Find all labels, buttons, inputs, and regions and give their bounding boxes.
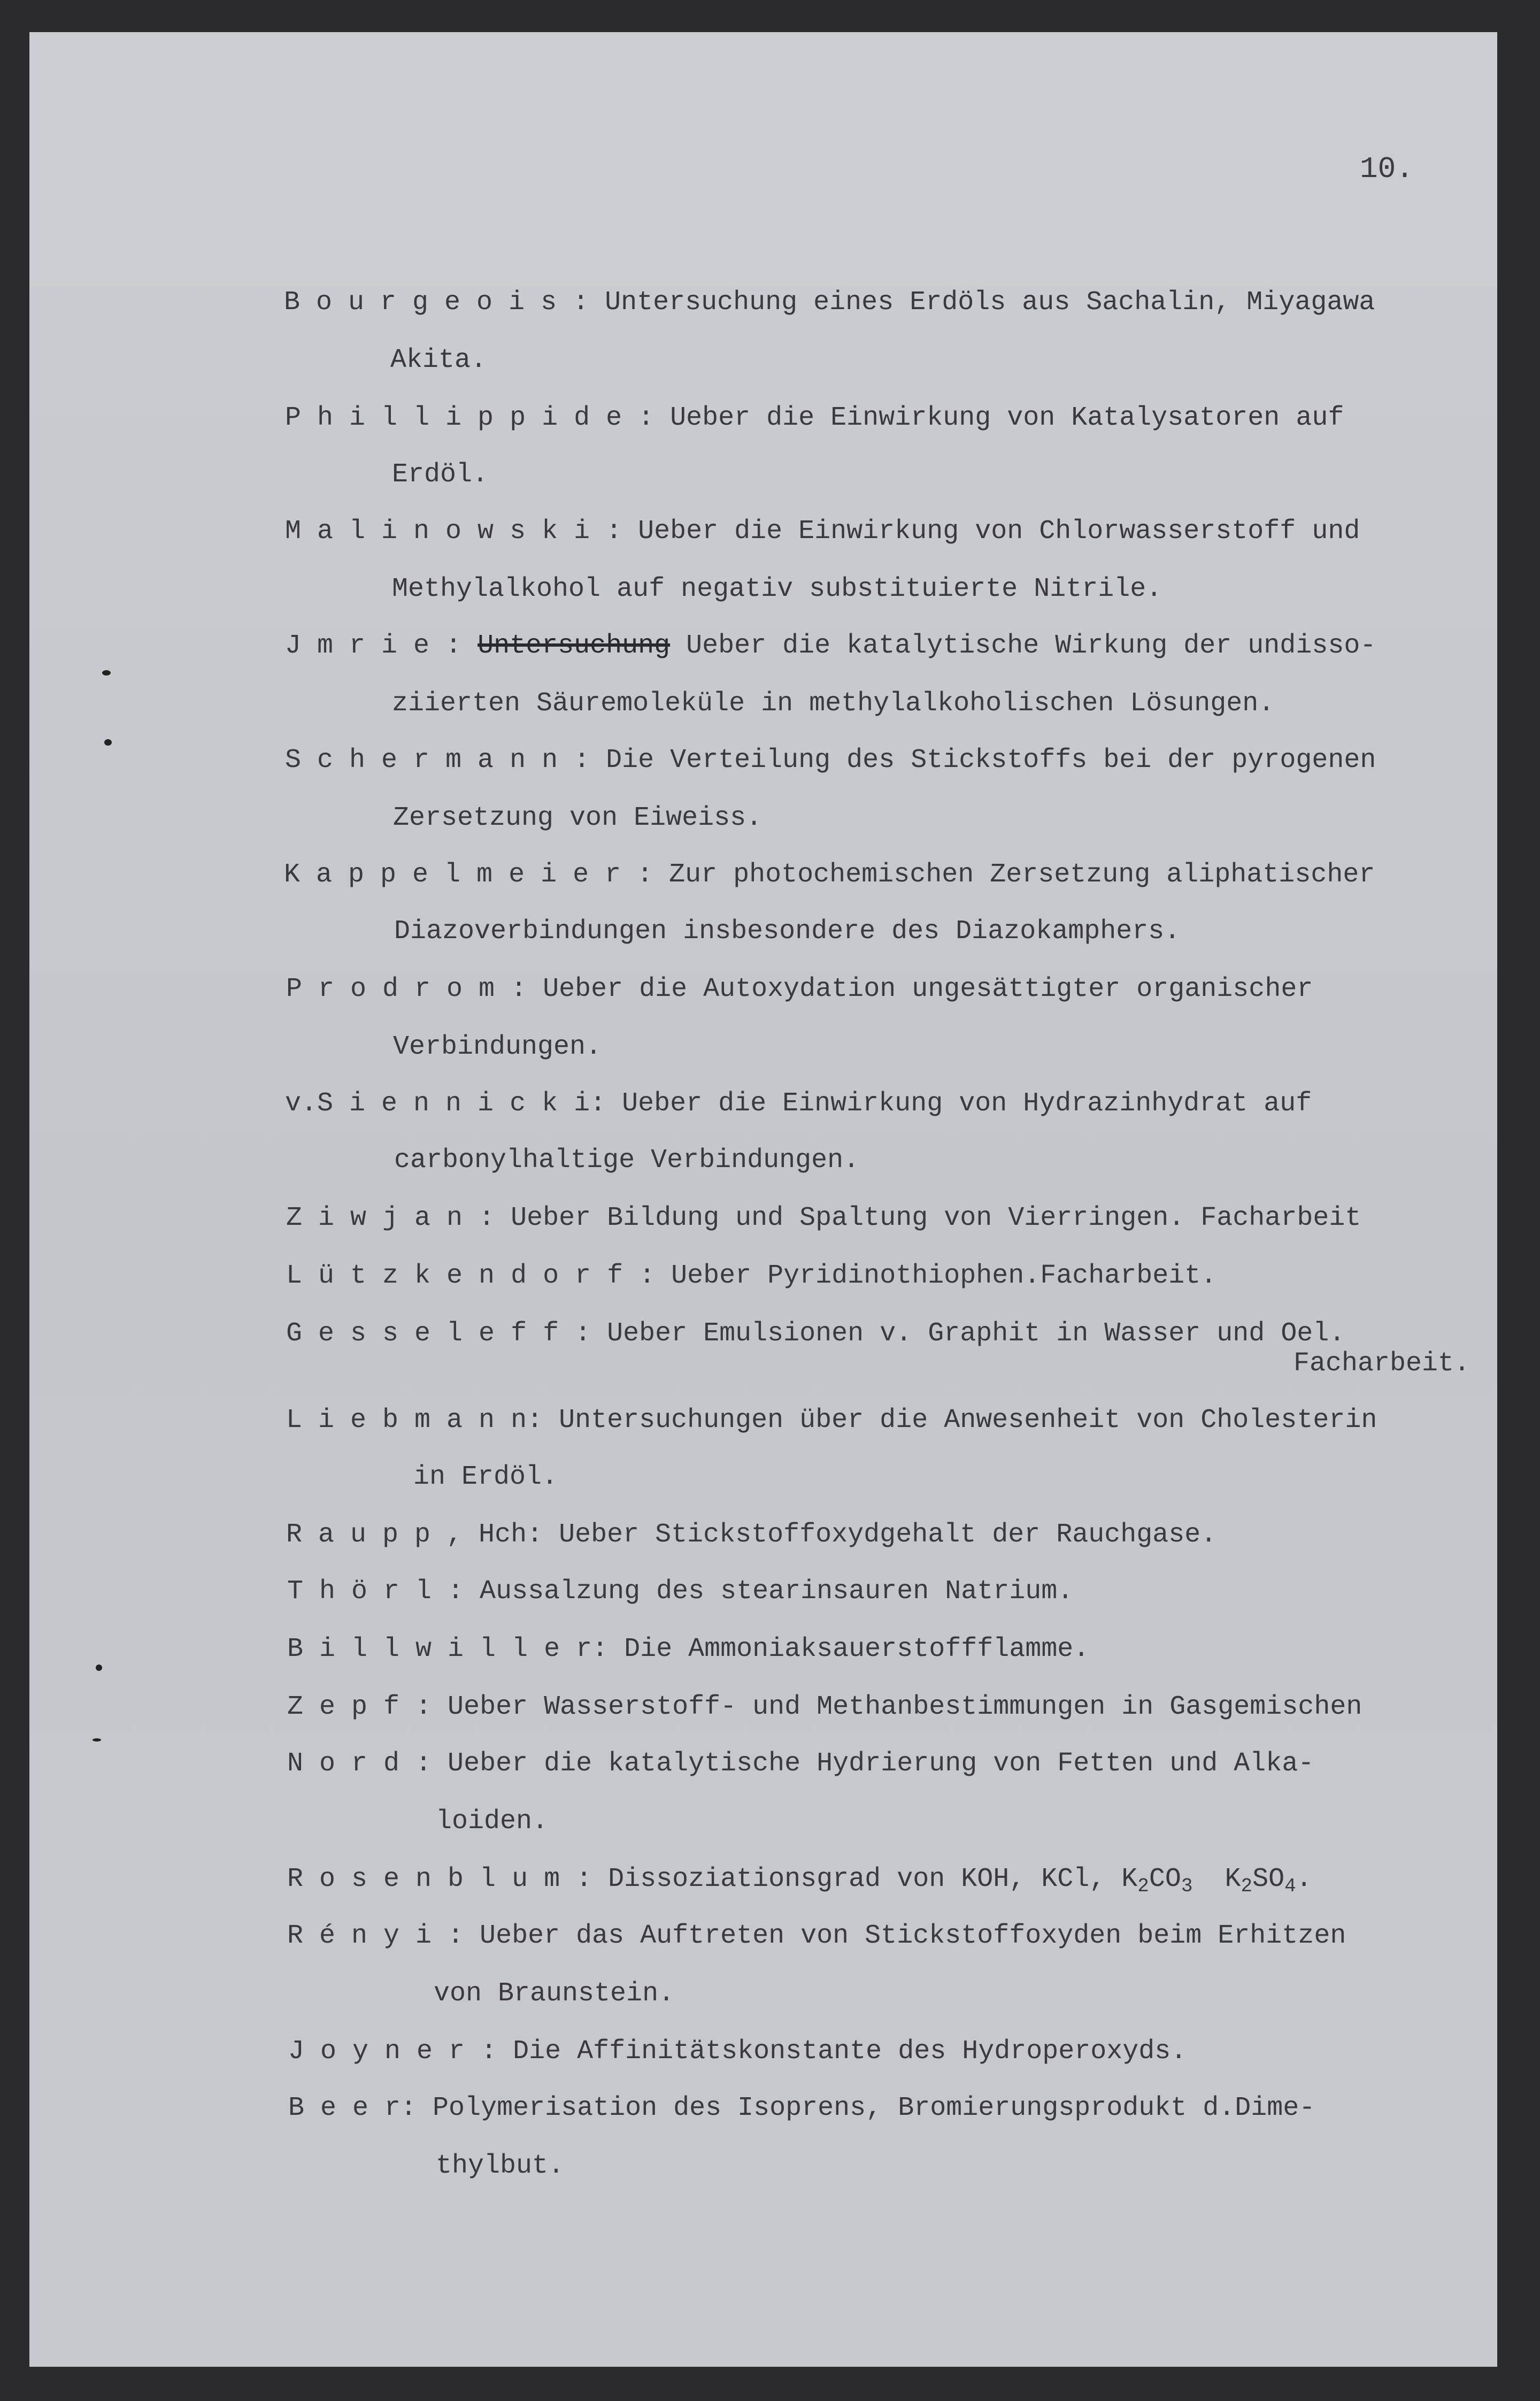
entry-continuation: Diazoverbindungen insbesondere des Diazokamphers. (394, 916, 1181, 947)
entry-name: L ü t z k e n d o r f (286, 1261, 623, 1291)
entry-bourgeois (284, 287, 1375, 319)
entry-text: : Die Ammoniaksauerstoffflamme. (592, 1634, 1090, 1664)
entry-text: Ueber die katalytische Wirkung der undisso- (670, 631, 1376, 661)
entry-text: : Ueber die Einwirkung von Chlorwasserstoff und (590, 516, 1360, 547)
entry-name: v.S i e n n i c k i (285, 1088, 590, 1119)
margin-mark (93, 1738, 101, 1742)
entry-text: : Ueber die katalytische Hydrierung von Fetten und Alka- (399, 1748, 1314, 1779)
entry-name: R o s e n b l u m (287, 1864, 560, 1894)
entry-continuation: thylbut. (436, 2151, 565, 2181)
entry-name: R a u p p , Hch (286, 1520, 527, 1550)
entry-zepf (287, 1691, 1362, 1723)
struck-out-word: Untersuchung (478, 631, 671, 661)
entry-text: : Ueber die Autoxydation ungesättigter organischer (495, 974, 1313, 1004)
entry-continuation: von Braunstein. (434, 1978, 675, 2009)
entry-name: B e e r (288, 2093, 401, 2123)
entry-nord (287, 1748, 1314, 1780)
subscript: 2 (1137, 1875, 1149, 1897)
entry-beer (288, 2092, 1315, 2124)
entry-text: : Ueber Emulsionen v. Graphit in Wasser und Oel. (559, 1318, 1345, 1349)
entry-list (29, 32, 1497, 2367)
entry-continuation: carbonylhaltige Verbindungen. (394, 1145, 860, 1176)
entry-rosenblum (287, 1863, 1312, 1903)
entry-continuation: Zersetzung von Eiweiss. (393, 803, 763, 833)
entry-separator: : (429, 631, 478, 661)
entry-text: : Ueber Pyridinothiophen.Facharbeit. (623, 1261, 1217, 1291)
entry-text: : Die Verteilung des Stickstoffs bei der pyrogenen (558, 745, 1376, 776)
entry-text: : Untersuchungen über die Anwesenheit von Cholesterin (527, 1405, 1377, 1436)
entry-schermann (285, 745, 1376, 777)
entry-text: : Aussalzung des stearinsauren Natrium. (432, 1576, 1074, 1607)
entry-name: J m r i e (285, 631, 430, 661)
entry-continuation: in Erdöl. (413, 1462, 558, 1492)
subscript: 3 (1181, 1875, 1193, 1897)
entry-text: : Die Affinitätskonstante des Hydroperoxyds. (465, 2036, 1187, 2067)
entry-siennicki (285, 1088, 1312, 1120)
entry-name: B i l l w i l l e r (287, 1634, 592, 1664)
entry-text: : Ueber Wasserstoff- und Methanbestimmungen in Gasgemischen (399, 1692, 1362, 1722)
entry-malinowski (285, 516, 1360, 548)
entry-continuation: ziierten Säuremoleküle in methylalkoholischen Lösungen. (392, 688, 1275, 719)
formula-text: K (1192, 1864, 1241, 1894)
subscript: 4 (1284, 1875, 1296, 1897)
entry-name: S c h e r m a n n (285, 745, 558, 776)
entry-kappelmeier (284, 859, 1375, 891)
entry-name: R é n y i (287, 1921, 432, 1951)
entry-continuation: Akita. (390, 345, 487, 375)
entry-name: K a p p e l m e i e r (284, 860, 621, 890)
entry-prodrom (286, 973, 1313, 1006)
entry-continuation: Verbindungen. (393, 1032, 602, 1062)
entry-billwiller (287, 1633, 1089, 1666)
entry-name: J o y n e r (288, 2036, 465, 2067)
entry-name: G e s s e l e f f (286, 1318, 559, 1349)
entry-continuation: Facharbeit. (1293, 1348, 1470, 1379)
entry-text: : Ueber die Einwirkung von Hydrazinhydrat auf (590, 1088, 1312, 1119)
margin-mark (104, 739, 112, 746)
entry-text: : Ueber das Auftreten von Stickstoffoxyden beim Erhitzen (432, 1921, 1346, 1951)
entry-continuation: loiden. (436, 1806, 549, 1837)
entry-name: L i e b m a n n (286, 1405, 527, 1436)
margin-mark (102, 670, 111, 676)
margin-mark (96, 1664, 102, 1671)
entry-continuation: Erdöl. (392, 459, 489, 490)
entry-name: P r o d r o m (286, 974, 495, 1004)
entry-text: : Polymerisation des Isoprens, Bromierungsprodukt d.Dime- (401, 2093, 1315, 2123)
formula-text: CO (1149, 1864, 1181, 1894)
entry-liebmann (286, 1405, 1377, 1437)
entry-gesseleff (286, 1318, 1345, 1350)
entry-name: T h ö r l (287, 1576, 432, 1607)
entry-text: : Dissoziationsgrad von KOH, KCl, K (560, 1864, 1138, 1894)
entry-phillippide (285, 402, 1344, 434)
entry-name: P h i l l i p p i d e (285, 403, 622, 433)
formula-text: SO (1252, 1864, 1285, 1894)
entry-text: : Ueber Stickstoffoxydgehalt der Rauchgase. (527, 1520, 1217, 1550)
entry-name: Z i w j a n (286, 1203, 463, 1233)
entry-ziwjan (286, 1202, 1361, 1234)
entry-name: Z e p f (287, 1692, 400, 1722)
entry-name: N o r d (287, 1748, 400, 1779)
entry-name: B o u r g e o i s (284, 287, 557, 318)
entry-joyner (288, 2036, 1187, 2068)
page-number: 10. (1360, 152, 1414, 186)
entry-jmrie (285, 630, 1376, 662)
entry-text: : Zur photochemischen Zersetzung aliphatischer (621, 860, 1375, 890)
entry-continuation: Methylalkohol auf negativ substituierte Nitrile. (392, 574, 1162, 604)
entry-renyi (287, 1920, 1346, 1952)
subscript: 2 (1241, 1875, 1253, 1897)
entry-name: M a l i n o w s k i (285, 516, 590, 547)
entry-thorl (287, 1576, 1073, 1608)
document-page (29, 32, 1497, 2367)
entry-lutzkendorf (286, 1260, 1216, 1292)
entry-text: : Ueber Bildung und Spaltung von Vierringen. Facharbeit (463, 1203, 1361, 1233)
entry-text: : Untersuchung eines Erdöls aus Sachalin, Miyagawa (557, 287, 1375, 318)
entry-raupp (286, 1519, 1216, 1551)
formula-text: . (1296, 1864, 1312, 1894)
entry-text: : Ueber die Einwirkung von Katalysatoren auf (622, 403, 1344, 433)
